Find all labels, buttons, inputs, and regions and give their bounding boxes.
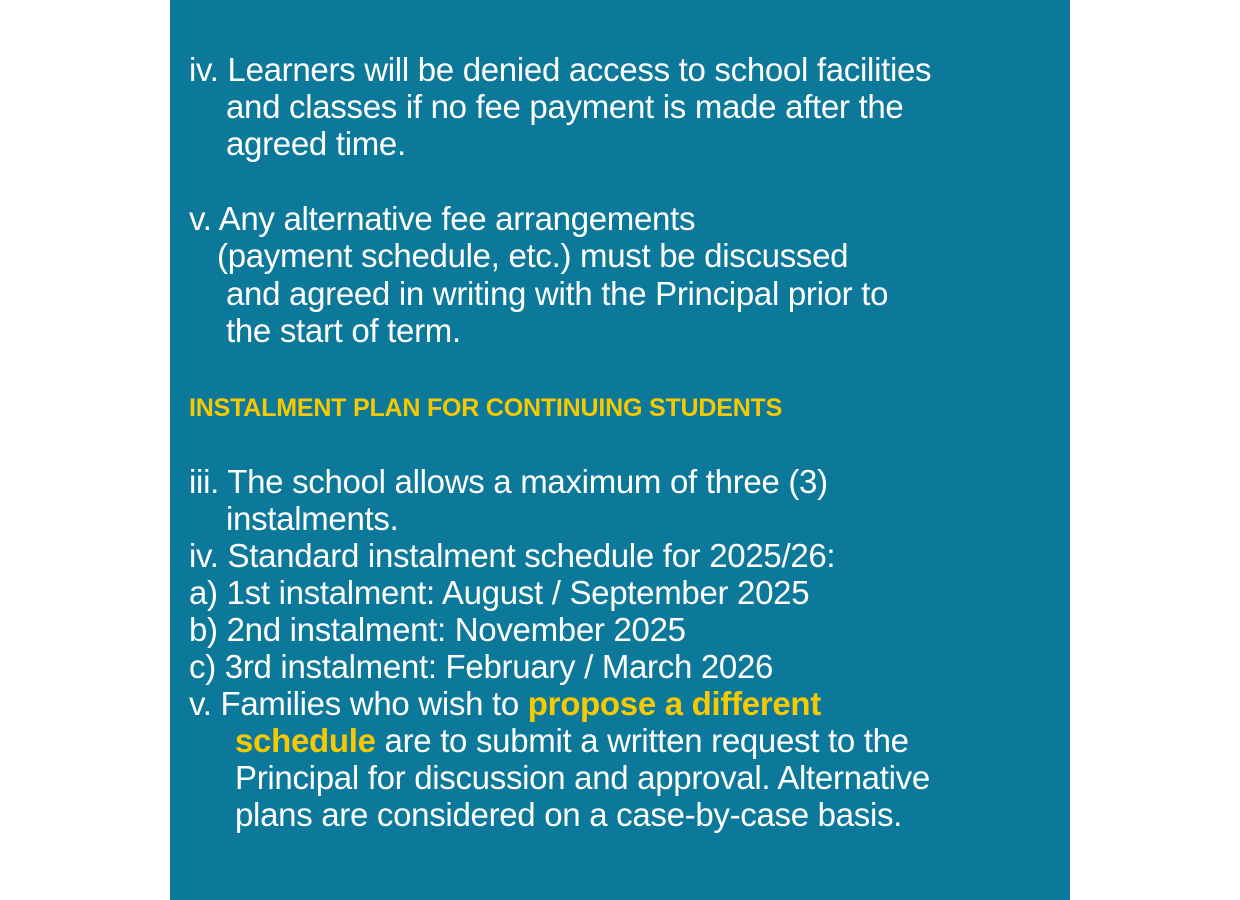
item-iii-line-1: iii. The school allows a maximum of three (3) — [189, 463, 828, 500]
item-v-line-2: (payment schedule, etc.) must be discussed — [217, 237, 849, 274]
item-v2-line-4: plans are considered on a case-by-case basis. — [235, 796, 903, 833]
item-v-line-3: and agreed in writing with the Principal prior to — [226, 275, 889, 312]
schedule-item-a: a) 1st instalment: August / September 2025 — [189, 574, 810, 611]
item-v2-line-2 — [235, 722, 909, 759]
item-iv-line-1: iv. Learners will be denied access to school facilities — [189, 51, 932, 88]
schedule-item-c: c) 3rd instalment: February / March 2026 — [189, 648, 774, 685]
schedule-item-b: b) 2nd instalment: November 2025 — [189, 611, 686, 648]
fee-policy-panel — [170, 0, 1070, 900]
item-v2-line-1 — [189, 685, 821, 722]
item-v2-line-3: Principal for discussion and approval. Alternative — [235, 759, 930, 796]
item-v-line-1: v. Any alternative fee arrangements — [189, 200, 696, 237]
item-iii-line-2: instalments. — [226, 500, 399, 537]
highlight-schedule: schedule — [235, 722, 376, 759]
item-v-line-4: the start of term. — [226, 312, 461, 349]
item-iv-schedule-title: iv. Standard instalment schedule for 2025/26: — [189, 537, 836, 574]
section-heading: INSTALMENT PLAN FOR CONTINUING STUDENTS — [189, 394, 783, 422]
item-iv-line-2: and classes if no fee payment is made after the — [226, 88, 904, 125]
item-v2-rest: are to submit a written request to the — [375, 722, 909, 759]
item-iv-line-3: agreed time. — [226, 125, 406, 162]
item-v2-prefix: v. Families who wish to — [189, 685, 528, 722]
highlight-propose: propose a different — [527, 685, 821, 722]
